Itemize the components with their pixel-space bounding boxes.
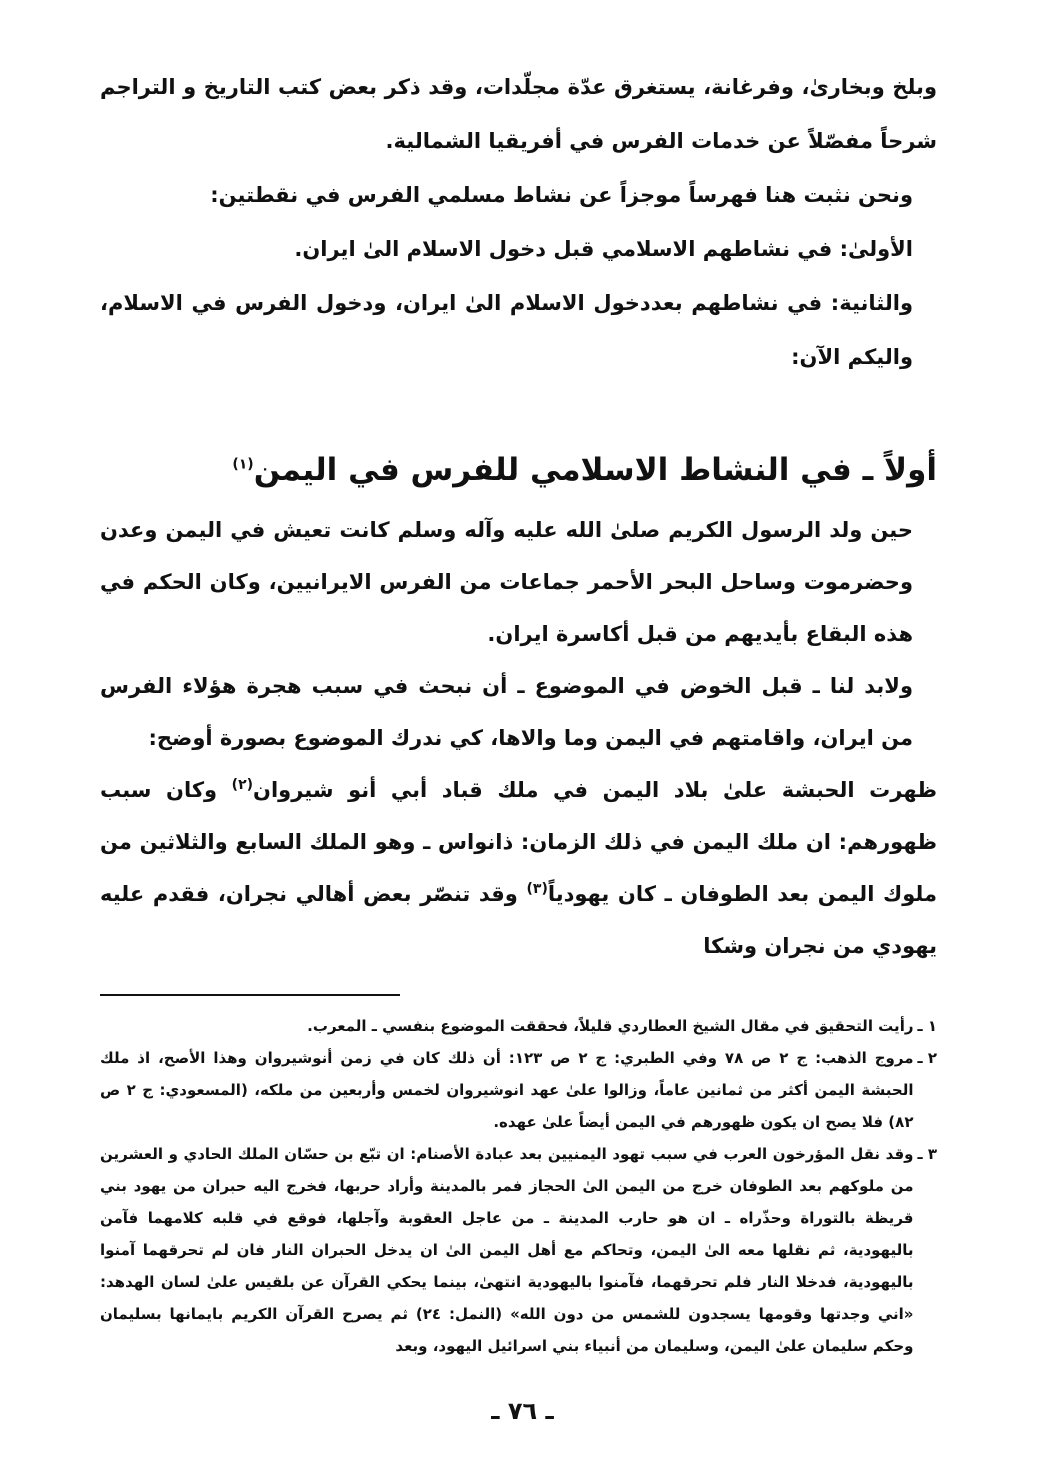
intro-paragraph-1: وبلخ وبخارىٰ، وفرغانة، يستغرق عدّة مجلّدات، وقد ذكر بعض كتب التاريخ و التراجم شرحاً مفصّلاً عن خدمات الفرس في أفريقيا الشمالية. [100, 75, 937, 153]
section-heading [100, 440, 937, 500]
footnote-ref-3[interactable]: (٣) [526, 881, 548, 897]
footnote-separator [100, 994, 400, 996]
heading-footnote-ref[interactable]: (١) [232, 456, 254, 473]
body-paragraph-2: ولابد لنا ـ قبل الخوض في الموضوع ـ أن نبحث في سبب هجرة هؤلاء الفرس من ايران، واقامتهم في اليمن وما والاها، كي ندرك الموضوع بصورة أوضح: [100, 674, 913, 750]
body-paragraph-3-part-b: وكان سبب ظهورهم: ان ملك اليمن في ذلك الزمان: ذانواس ـ وهو الملك السابع والثلاثين من ملوك اليمن بعد الطوفان ـ كان يهودياً [100, 778, 937, 906]
footnotes [100, 1010, 937, 1362]
footnote-1-text: رأيت التحقيق في مقال الشيخ العطاردي قليلاً، فحققت الموضوع بنفسي ـ المعرب. [307, 1017, 914, 1035]
footnote-2-number: ٢ ـ [917, 1049, 937, 1067]
intro-paragraph-3: الأولىٰ: في نشاطهم الاسلامي قبل دخول الاسلام الىٰ ايران. [294, 237, 913, 261]
footnote-3-text: وقد نقل المؤرخون العرب في سبب تهود اليمنيين بعد عبادة الأصنام: ان تبّع بن حسّان الملك الحادي و العشرين من ملوكهم بعد الطوفان خرج من اليمن الىٰ الحجاز فمر بالمدينة وأراد حربها، فخرج اليه حبران من يهود بني قريظة بالتوراة وحذّراه ـ ان هو حارب المدينة ـ من عاجل العقوبة وآجلها، فوقع في قلبه كلامهما فآمن باليهودية، ثم نقلها معه الىٰ اليمن، وتحاكم مع أهل اليمن الىٰ ان يدخل الحبران النار فان لم تحرقهما آمنوا باليهودية، فدخلا النار فلم تحرقهما، فآمنوا باليهودية انتهىٰ، بينما يحكي القرآن عن بلقيس علىٰ لسان الهدهد: «اني وجدتها وقومها يسجدون للشمس من دون الله» (النمل: ٢٤) ثم يصرح القرآن الكريم بايمانها بسليمان وحكم سليمان علىٰ اليمن، وسليمان من أنبياء بني اسرائيل اليهود، وبعد [100, 1145, 914, 1355]
footnote-2-text: مروج الذهب: ج ٢ ص ٧٨ وفي الطبري: ج ٢ ص ١٢٣: أن ذلك كان في زمن أنوشيروان وهذا الأصح، اذ ملك الحبشة اليمن أكثر من ثمانين عاماً، وزالوا علىٰ عهد انوشيروان لخمس وأربعين من ملكه، (المسعودي: ج ٢ ص ٨٢) فلا يصح ان يكون ظهورهم في اليمن أيضاً علىٰ عهده. [100, 1049, 914, 1131]
footnote-3-number: ٣ ـ [917, 1145, 937, 1163]
section-heading-title: أولاً ـ في النشاط الاسلامي للفرس في اليمن [253, 452, 937, 488]
section-body [100, 504, 937, 972]
body-paragraph-3-part-a: ظهرت الحبشة علىٰ بلاد اليمن في ملك قباد أبي أنو شيروان [253, 778, 937, 802]
body-paragraph-1: حين ولد الرسول الكريم صلىٰ الله عليه وآله وسلم كانت تعيش في اليمن وعدن وحضرموت وساحل البحر الأحمر جماعات من الفرس الايرانيين، وكان الحكم في هذه البقاع بأيديهم من قبل أكاسرة ايران. [100, 518, 913, 646]
intro-paragraph-2: ونحن نثبت هنا فهرساً موجزاً عن نشاط مسلمي الفرس في نقطتين: [210, 183, 913, 207]
body-paragraph-3-part-c: وقد تنصّر بعض أهالي نجران، فقدم عليه يهودي من نجران وشكا [100, 882, 937, 958]
footnote-1 [100, 1010, 937, 1042]
page-content [100, 60, 937, 1470]
footnote-2 [100, 1042, 937, 1138]
intro-paragraph-4: والثانية: في نشاطهم بعددخول الاسلام الىٰ ايران، ودخول الفرس في الاسلام، واليكم الآن: [100, 291, 913, 369]
body-paragraph-3 [100, 764, 937, 972]
footnote-ref-2[interactable]: (٢) [231, 777, 254, 793]
footnote-1-number: ١ ـ [917, 1017, 937, 1035]
page-number: ـ ٧٦ ـ [491, 1397, 554, 1425]
footnote-3 [100, 1138, 937, 1362]
